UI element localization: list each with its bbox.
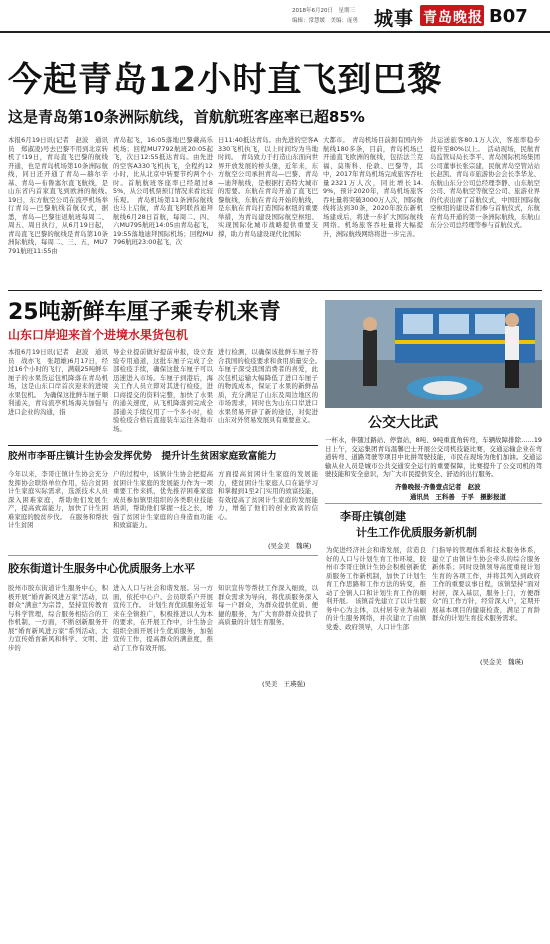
transit-credit-2: 通讯员 王科善 于孚 摄影报道: [410, 493, 506, 501]
heli-credit: (吴金美 魏瑛): [268, 542, 312, 550]
heli-col-1: 今年以来，李哥庄镇计生协会充分发挥协会联络单位作用，结合贫困计生家庭实际需求，选派技术人员深入困难家庭，帮助他们发展生产，提高致富能力，加快了计生困难家庭的脱贫步伐。 在服务和帮扶计生贫困: [8, 470, 108, 529]
page-number: B07: [489, 6, 528, 27]
right-divider: [325, 503, 542, 504]
section-name: 城事: [374, 8, 415, 30]
cherry-headline: 25吨新鲜车厘子乘专机来青: [8, 300, 281, 325]
transit-caption: 一杯水，伴随过路站、停靠站，8吨、9吨重直角转弯，车辆故障排除……19日上午，交运集团青岛温馨巴士开展公交司机技能比赛，交通运输企业在弯道转弯、道路驾驶等项目中比拼驾驶技能，市民在现场为他们加油。交通运输从业人员是城市公共交通安全运行的重要保障，比赛提升了公交司机的驾驶技能和安全意识，为广大市民提供安全、舒适的出行服务。: [325, 436, 542, 478]
cherry-col-3: 进行检测，以确保该批鲜车厘子符合我国的检疫要求和食用质量安全。 车厘子深受我国消费者的喜爱，此次包机运输大幅降低了进口车厘子的物流成本，保证了水果的新鲜品质，充分满足了山东及周边地区的市场需求，同时也为山东口岸进口水果贸易开辟了新的途径，对促进山东对外贸易发展具有重要意义。: [218, 348, 325, 424]
cherry-col-1: 本报6月19日讯(记者 赵波 通讯员 战亦飞 张超雄)6月17日，经过16个小时的飞行，满载25吨鲜车厘子的水果货运包机降落在青岛机场，这是山东口岸首次迎来的进境水果包机。 为确保这批鲜车厘子顺利通关，青岛流亭机场海关加强与进口企业的沟通，指: [8, 348, 108, 416]
header-rule: [0, 31, 550, 33]
lead-col-1: 本报6月19日讯(记者 赵波 通讯员 郑淑凌)号去巴黎不用到北京转机了!19日，青岛直飞巴黎的航线开通，也是青岛机场第10条洲际航线，同日还开通了青岛—赫尔辛基、青岛—布鲁塞尔直飞航线，是山东省内首家直飞到欧洲的航线。 19日，东方航空公司在流亭机场举行青岛—巴黎航线首航仪式，据悉，青岛—巴黎往返航班每周二、周五、周日执行，从6月19日起，青岛直飞巴黎的航线是青岛第10条洲际航线，每周二、三、五，MU7791航班11:55由: [8, 136, 115, 255]
jiaodong-headline: 胶东街道计生服务中心优质服务上水平: [8, 562, 195, 575]
brand-name: 青岛晚报: [423, 10, 483, 26]
lead-col-4: 大都市。 青岛机场目前拥有国内外航线180多条，目前，青岛机场已开通直飞欧洲的航线，包括法兰克福、莫斯科、伦敦、巴黎等，其中，2017年青岛机场完成旅客吞吐量2321万人次，同比增长14.9%，预计2020年，青岛机场旅客吞吐量将突破3000万人次，国际航线将达到30条，2020年胶东新机场建成后，将进一步扩大国际航线网络。机场旅客吞吐量将大幅提升，洲际航线网络将进一步完善。: [323, 136, 423, 238]
cherry-subtitle: 山东口岸迎来首个进境水果货包机: [8, 328, 189, 342]
heli-top-rule: [8, 445, 318, 446]
licun-col-2: 门指导的管理体系和技术服务体系，建立了由镇计生协会牵头的综合服务新体系；同时设镇领导高度重视计划生育的各项工作，并将其列入到政府工作的重要议事日程，该镇坚持“面对村居，深入基层，服务上门，方便群众”的工作方针，经常深入户，定期开展基本项目的健康检查，满足了育龄群众的计划生育技术服务需求。: [432, 546, 540, 622]
licun-col-1: 为促进经济社会和谐发展，营造良好的人口与计划生育工作环境，胶州市李哥庄镇计生协会积极创新优质服务工作新机制，加快了计划生育工作思路和工作方法的转变，推动了全镇人口和计划生育工作的顺利开展。 该镇首先建立了以计生服务中心为主体，以村居专业为基础的计生服务网络，并次建立了由镇党委、政府领导，人口计生部: [326, 546, 426, 631]
lead-bottom-rule: [8, 290, 542, 291]
jiaodong-col-3: 知识宣传等帮扶工作深入细致，以群众需求为导向，将优质服务深入每一户群众，为群众提供优质、便捷的服务，为广大育龄群众提供了高质量的计划生育服务。: [218, 584, 318, 626]
heli-col-2: 户的过程中，该镇计生协会把提高贫困计生家庭的发展能力作为一项重要工作来抓，优先推荐困难家庭成员参加镇里组织的各类职业技能培训，帮助他们掌握一技之长，增强了贫困计生家庭的自身造血功能和致富能力。: [113, 470, 213, 529]
transit-credit-1: 齐鲁晚报·齐鲁壹点记者 赵波: [395, 483, 481, 491]
lead-headline: 今起青岛12小时直飞到巴黎: [8, 60, 443, 100]
lead-subtitle: 这是青岛第10条洲际航线，首航航班客座率已超85%: [8, 108, 365, 126]
lead-col-5: 共运送旅客80.1万人次，客座率稳步提升至80%以上。 活动现场，民航青岛监管局局长李平、青岛国际机场集团公司董事长张宗建，民航青岛空管站站长赵凯、青岛市旅游协会会长李华龙、东航山东分公司总经理李静、山东航空公司、青岛航空等航空公司、旅游业界的代表出席了首航仪式，中国驻国际航空枢纽的建设者们参与首航仪式，东航在青岛开通的第一条洲际航线，东航山东分公司总经理等参与首航仪式。: [430, 136, 540, 229]
licun-headline-2: 计生工作优质服务新机制: [356, 526, 477, 539]
licun-credit: (吴金美 魏瑛): [480, 658, 524, 666]
transit-headline: 公交大比武: [368, 415, 438, 431]
jiaodong-col-1: 胶州市胶东街道计生服务中心，积极开展“婚育新风进万家”活动，以群众“满意”为宗旨，坚持宣传教育与科学管理，综合服务相结合的工作机制，一方面，不断创新服务开展“婚育新风进万家”系列活动，大力宣传婚育新风和科学、文明、进步的: [8, 584, 108, 652]
lead-col-3: 日11:40抵达青岛。由先进的空客A330飞机执飞，以上时间均为当地时间。 青岛致力于打造山东面向世界开放发展的桥头堡，近年来，东方航空公司承担青岛—巴黎、青岛—迪拜航线，是根据打造特大城市的需要。东航在青岛开通了直飞巴黎航线，东航在青岛开始的航线，是东航在青岛打造国际枢纽的重要举措，为青岛建设国际航空枢纽、实现国际化城市战略提供重要支撑，助力青岛建设现代化国际: [218, 136, 318, 238]
heli-col-3: 方面提高贫困计生家庭的发展能力，使贫困计生家庭人口在能学习和掌握到1至2门实用的致富技能，有效提高了贫困计生家庭的发展能力，增强了他们的创业致富的信心。: [218, 470, 318, 521]
lead-col-2: 青岛起飞，16:05落地巴黎戴高乐机场；回程MU7792航班20:05起飞，次日12:55抵达青岛。由先进的空客A330飞机执飞，全程约12小时，比从北京中转要节约两个小时。首航航班客座率已经超过85%，从公司机票预订情况来看比较乐观。 青岛机场第11条洲际航线也马上启航，青岛直飞阿联酋迪拜航线6月28日首航，每周二、四、六MU795航班14:05由青岛起飞，19:55落地迪拜国际机场；回程MU796航班23:00起飞，次: [113, 136, 213, 246]
date-line: 2018年6月20日 星期三: [292, 8, 355, 14]
masthead: [0, 0, 550, 32]
transit-photo: [325, 300, 542, 408]
heli-headline: 胶州市李哥庄镇计生协会发挥优势 提升计生贫困家庭致富能力: [8, 451, 277, 462]
licun-headline: 李哥庄镇创建: [340, 510, 406, 523]
editor-line: 编辑：常慧媛 美编：庞勇: [292, 18, 359, 24]
jiaodong-col-2: 进入人口与社会和谐发展。另一方面，依托中心户、会员联系户开展宣传工作。 计划生育优质服务近年来在全镇推广，积极推进以人为本的要求，在开展工作中，计生协会组织全面开展计生优质服务，加强宣传工作，提高群众的满意度，推动了工作有效开展。: [113, 584, 213, 652]
jiaodong-top-rule: [8, 555, 318, 556]
photo-illustration: [325, 300, 542, 408]
cherry-col-2: 导企业提前做好提前申报，设立查验专用通道，这批车厘子完成了全部检疫手续，确保这批车厘子可以迅速进入市场。车厘子到港后，海关工作人员立即对其进行检疫，进口商提交的资料完整，加快了水果的通关速度，从飞机降落到完成全部通关手续仅用了一个多小时，检验检疫合格后直接装车运往各地市场。: [113, 348, 213, 433]
jiaodong-credit: (吴美 王瑛强): [262, 680, 306, 688]
